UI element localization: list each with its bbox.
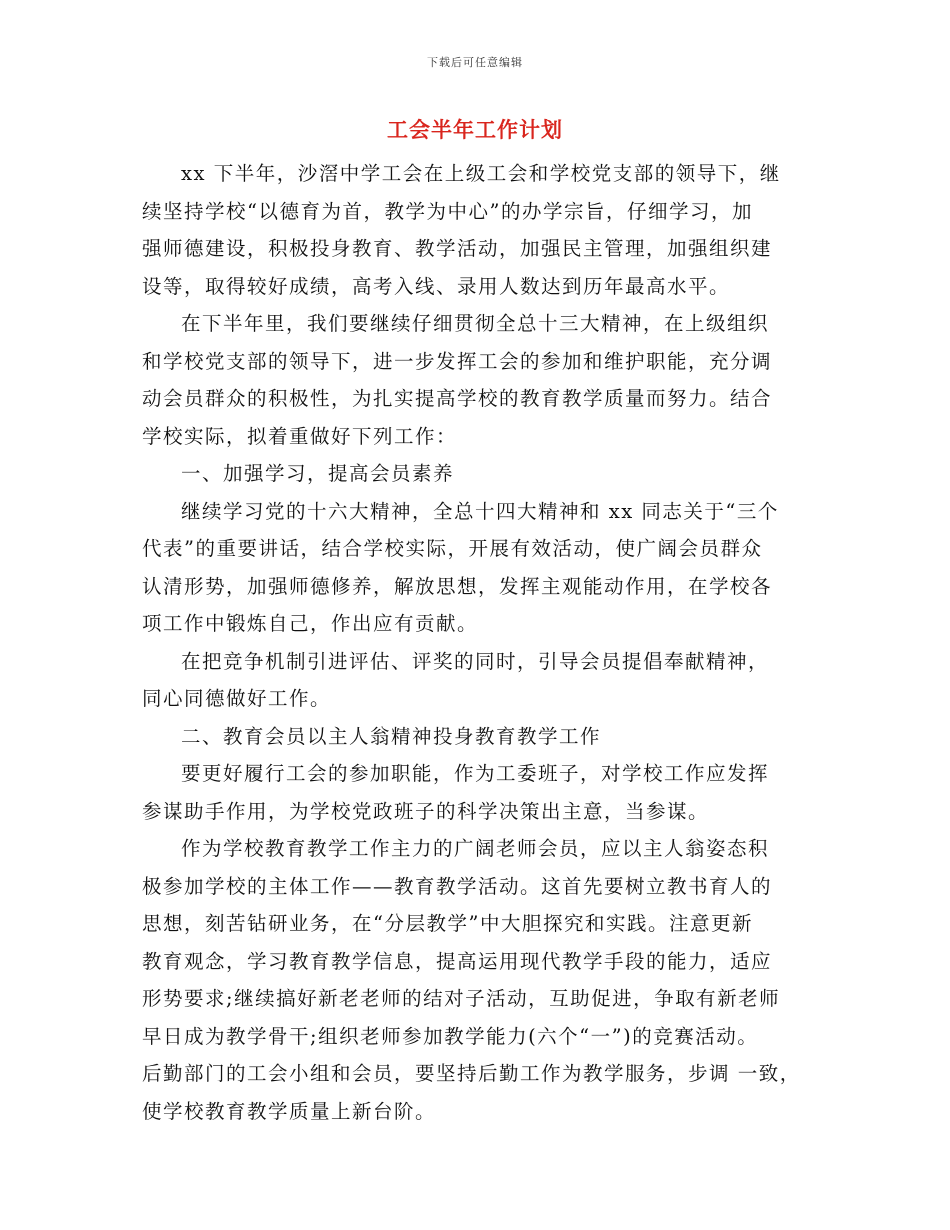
document-body — [142, 155, 812, 1130]
section-heading-1: 一、加强学习，提高会员素养 — [181, 462, 455, 485]
paragraph-competition: 在把竞争机制引进评估、评奖的同时，引导会员提倡奉献精神， 同心同德做好工作。 — [142, 649, 770, 710]
document-title: 工会半年工作计划 — [387, 117, 563, 142]
paragraph-duties: 要更好履行工会的参加职能，作为工委班子，对学校工作应发挥 参谋助手作用，为学校党政班子的科学决策出主意，当参谋。 — [142, 762, 770, 823]
header-note: 下载后可任意编辑 — [427, 56, 523, 69]
paragraph-intro: xx 下半年，沙滘中学工会在上级工会和学校党支部的领导下，继 续坚持学校“以德育为首，教学为中心”的办学宗旨，仔细学习，加 强师德建设，积极投身教育、教学活动，加强民主管理，加强组织建 设等，取得较好成绩，高考入线、录用人数达到历年最高水平。 — [142, 162, 781, 298]
paragraph-study: 继续学习党的十六大精神，全总十四大精神和 xx 同志关于“三个 代表”的重要讲话，结合学校实际，开展有效活动，使广阔会员群众 认清形势，加强师德修养，解放思想，发挥主观能动作用，在学校各 项工作中锻炼自己，作出应有贡献。 — [142, 499, 779, 635]
section-heading-2: 二、教育会员以主人翁精神投身教育教学工作 — [181, 724, 602, 748]
paragraph-teachers: 作为学校教育教学工作主力的广阔老师会员，应以主人翁姿态积 极参加学校的主体工作——教育教学活动。这首先要树立教书育人的 思想，刻苦钻研业务，在“分层教学”中大胆探究和实践。注意更新 教育观念，学习教育教学信息，提高运用现代教学手段的能力，适应 形势要求;继续搞好新老老师的结对子活动，互助促进，争取有新老师 早日成为教学骨干;组织老师参加教学能力(六个“一”)的竞赛活动。 后勤部门的工会小组和会员，要坚持后勤工作为教学服务，步调 一致， 使学校教育教学质量上新台阶。 — [142, 837, 801, 1123]
paragraph-plan: 在下半年里，我们要继续仔细贯彻全总十三大精神，在上级组织 和学校党支部的领导下，进一步发挥工会的参加和维护职能，充分调 动会员群众的积极性，为扎实提高学校的教育教学质量而努力。结合 学校实际，拟着重做好下列工作： — [142, 312, 773, 448]
